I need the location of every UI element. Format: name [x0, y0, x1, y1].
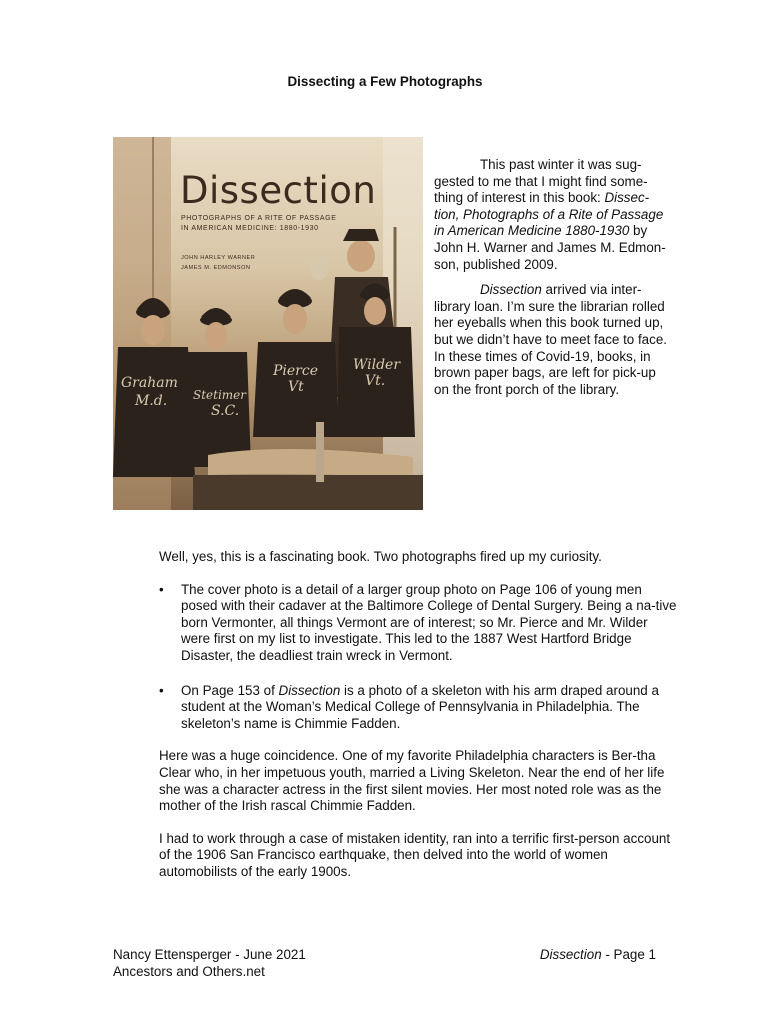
- main-body: [159, 549, 679, 881]
- gown-label: Pierce: [273, 363, 319, 379]
- footer-site-line: Ancestors and Others.net: [113, 963, 265, 979]
- footer-page-number: [540, 947, 656, 964]
- page-title: Dissecting a Few Photographs: [287, 74, 483, 89]
- text-run: This past winter it was sug-gested to me that I might find some-thing of interest in this book:: [434, 157, 648, 206]
- lead-paragraph: Well, yes, this is a fascinating book. Two photographs fired up my curiosity.: [159, 549, 602, 564]
- gown-label: S.C.: [211, 403, 240, 419]
- cover-author: JAMES M. EDMONSON: [181, 265, 251, 271]
- book-title-italic: Dissection: [480, 282, 542, 298]
- cover-title: Dissection: [180, 169, 377, 212]
- text-run: by John H. Warner and James M. Edmon-son, published 2009.: [434, 223, 666, 272]
- cover-subtitle-line: IN AMERICAN MEDICINE: 1880-1930: [181, 225, 319, 232]
- gown-label: Wilder: [353, 357, 401, 373]
- list-item: [159, 683, 679, 733]
- cover-author: JOHN HARLEY WARNER: [181, 255, 256, 261]
- book-cover-image: [113, 137, 423, 510]
- gown-label: M.d.: [135, 393, 168, 409]
- cover-subtitle: [181, 214, 336, 234]
- list-item: [159, 582, 679, 665]
- bullet-list: [159, 582, 679, 733]
- body-paragraph: Here was a huge coincidence. One of my favorite Philadelphia characters is Ber-tha Clear who, in her impetuous youth, married a Living Skeleton. Near the end of her life she was a character actress in the first silent movies. Her most noted role was as the mother of the Irish rascal Chimmie Fadden.: [159, 748, 665, 814]
- intro-column: [434, 157, 672, 407]
- gown-label: Vt: [288, 379, 304, 395]
- footer-author: [113, 947, 306, 980]
- bullet-text: is a photo of a skeleton with his arm draped around a student at the Woman’s Medical College of Pennsylvania in Philadelphia. The skeleton’s name is Chimmie Fadden.: [181, 682, 659, 731]
- text-run: arrived via inter-library loan. I’m sure the librarian rolled her eyeballs when this book turned up, but we didn’t have to meet face to face. In these times of Covid-19, books, in brown paper bags, are left for pick-up on the front porch of the library.: [434, 282, 667, 397]
- footer-author-line: Nancy Ettensperger - June 2021: [113, 947, 306, 962]
- gown-label: Vt.: [365, 373, 386, 389]
- gown-label: Graham: [121, 375, 178, 391]
- book-title-italic: Dissection: [278, 682, 341, 698]
- bullet-glyph: •: [159, 682, 164, 698]
- bullet-text: The cover photo is a detail of a larger group photo on Page 106 of young men posed with their cadaver at the Baltimore College of Dental Surgery. Being a na-tive born Vermonter, all things Vermont are of interest; so Mr. Pierce and Mr. Wilder were first on my list to investigate. This led to the 1887 West Hartford Bridge Disaster, the deadliest train wreck in Vermont.: [181, 581, 677, 663]
- footer-title-italic: Dissection: [539, 947, 602, 962]
- intro-paragraph: [434, 282, 672, 398]
- book-title-italic: Dissec-tion, Photographs of a Rite of Passage in American Medicine 1880-1930: [434, 190, 664, 239]
- cover-authors: [181, 253, 255, 273]
- cover-subtitle-line: PHOTOGRAPHS OF A RITE OF PASSAGE: [181, 215, 337, 222]
- bullet-text: On Page 153 of: [181, 682, 279, 698]
- body-paragraph: I had to work through a case of mistaken identity, ran into a terrific first-person account of the 1906 San Francisco earthquake, then delved into the world of women automobilists of the early 1900s.: [159, 830, 671, 879]
- intro-paragraph: [434, 157, 672, 273]
- bullet-glyph: •: [159, 581, 164, 597]
- gown-label: Stetimer: [193, 388, 247, 402]
- footer-page-label: - Page 1: [601, 947, 656, 962]
